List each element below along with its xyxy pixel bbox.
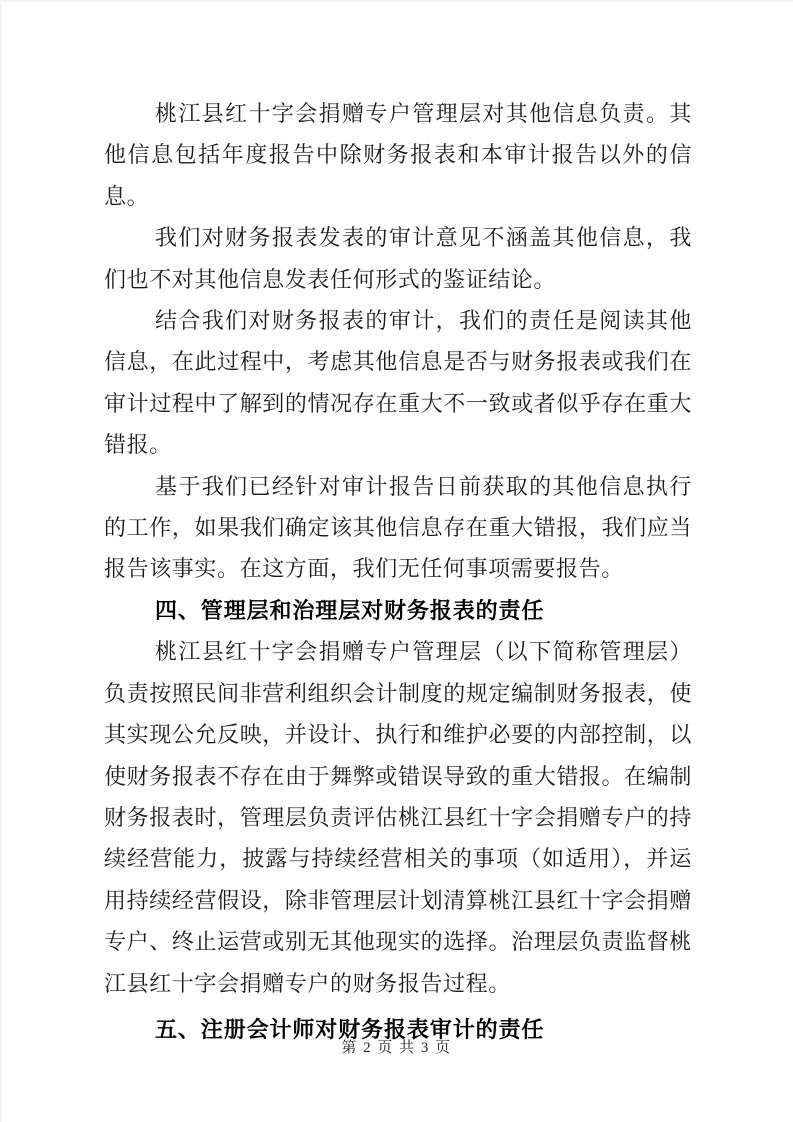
- paragraph-opinion-scope: 我们对财务报表发表的审计意见不涵盖其他信息，我们也不对其他信息发表任何形式的鉴证结论。: [104, 225, 692, 292]
- paragraph-read-other-info: 结合我们对财务报表的审计，我们的责任是阅读其他信息，在此过程中，考虑其他信息是否与财务报表或我们在审计过程中了解到的情况存在重大不一致或者似乎存在重大错报。: [104, 308, 692, 458]
- paragraph-other-info-responsibility: 桃江县红十字会捐赠专户管理层对其他信息负责。其他信息包括年度报告中除财务报表和本审计报告以外的信息。: [104, 101, 692, 209]
- paragraph-management-responsibility-detail: 桃江县红十字会捐赠专户管理层（以下简称管理层）负责按照民间非营利组织会计制度的规定编制财务报表，使其实现公允反映，并设计、执行和维护必要的内部控制，以使财务报表不存在由于舞弊或错误导致的重大错报。在编制财务报表时，管理层负责评估桃江县红十字会捐赠专户的持续经营能力，披露与持续经营相关的事项（如适用），并运用持续经营假设，除非管理层计划清算桃江县红十字会捐赠专户、终止运营或别无其他现实的选择。治理层负责监督桃江县红十字会捐赠专户的财务报告过程。: [104, 639, 692, 996]
- section-heading-management-responsibility: 四、管理层和治理层对财务报表的责任: [155, 597, 545, 623]
- document-body: [104, 93, 692, 1050]
- paragraph-report-fact: 基于我们已经针对审计报告日前获取的其他信息执行的工作，如果我们确定该其他信息存在重大错报，我们应当报告该事实。在这方面，我们无任何事项需要报告。: [104, 473, 692, 582]
- page-number-footer: 第 2 页 共 3 页: [341, 1040, 452, 1056]
- section-heading-auditor-responsibility: 五、注册会计师对财务报表审计的责任: [155, 1016, 545, 1042]
